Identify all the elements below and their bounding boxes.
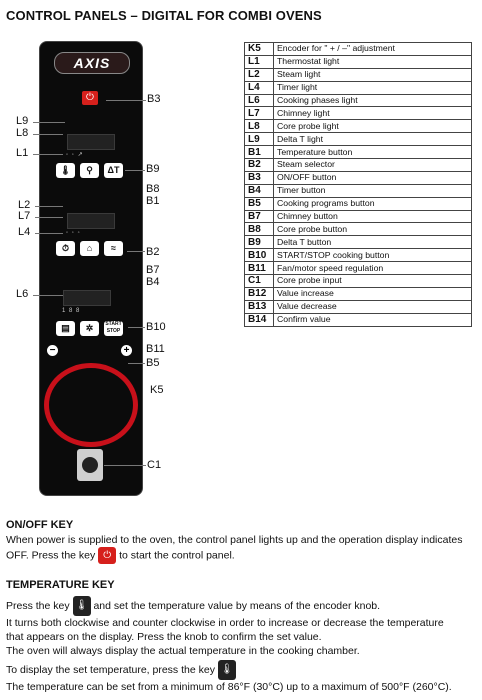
callout-b2: B2 [146, 246, 160, 258]
callout-b11: B11 [146, 343, 165, 355]
legend-table [244, 42, 472, 327]
legend-code: B10 [245, 249, 274, 262]
legend-description: Temperature button [274, 146, 472, 159]
callout-l8: L8 [16, 127, 29, 139]
legend-description: Core probe button [274, 223, 472, 236]
encoder-knob [44, 363, 138, 447]
legend-description: Confirm value [274, 313, 472, 326]
legend-code: B4 [245, 184, 274, 197]
chimney-icon: ⌂ [80, 241, 99, 256]
thermometer-key-icon: 🌡 [73, 596, 91, 616]
legend-description: Delta T button [274, 236, 472, 249]
legend-row [245, 43, 472, 56]
legend-description: Cooking programs button [274, 197, 472, 210]
page-title: CONTROL PANELS – DIGITAL FOR COMBI OVENS [6, 8, 322, 23]
legend-code: B7 [245, 210, 274, 223]
legend-description: Cooking phases light [274, 94, 472, 107]
brand-logo: AXIS [54, 52, 130, 74]
callout-b5: B5 [146, 357, 160, 369]
legend-description: Encoder for " + / –" adjustment [274, 43, 472, 56]
legend-row [245, 133, 472, 146]
legend-row [245, 249, 472, 262]
legend-description: Chimney button [274, 210, 472, 223]
legend-description: Chimney light [274, 107, 472, 120]
legend-code: B12 [245, 287, 274, 300]
legend-row [245, 159, 472, 172]
legend-code: B1 [245, 146, 274, 159]
legend-description: Fan/motor speed regulation [274, 262, 472, 275]
thermometer-key-icon-2: 🌡 [218, 660, 236, 680]
callout-l4: L4 [18, 226, 31, 238]
legend-row [245, 81, 472, 94]
legend-row [245, 68, 472, 81]
thermometer-icon: 🌡 [56, 163, 75, 178]
legend-row [245, 120, 472, 133]
indicator-lights-1: ◦ ◦ ↗ [66, 152, 84, 158]
temp-text: Press the key 🌡 and set the temperature value by means of the encoder knob. It turns both clockwise and counter clockwise in order to increase or decrease the temperature that appears on the display. Press the knob to confirm the set value. The oven will always display the actual temperature in the cooking chamber. [6, 596, 478, 658]
legend-code: B14 [245, 313, 274, 326]
callout-b4: B4 [146, 276, 160, 288]
legend-row [245, 197, 472, 210]
callout-l1: L1 [16, 147, 29, 159]
legend-row [245, 94, 472, 107]
callout-b1: B1 [146, 195, 160, 207]
minus-icon: − [47, 345, 58, 356]
legend-description: Value decrease [274, 300, 472, 313]
legend-row [245, 236, 472, 249]
timer-icon: ⏱ [56, 241, 75, 256]
callout-b10: B10 [146, 321, 166, 333]
legend-row [245, 55, 472, 68]
legend-code: L7 [245, 107, 274, 120]
legend-description: Steam selector [274, 159, 472, 172]
legend-description: Timer button [274, 184, 472, 197]
display-2 [67, 213, 115, 229]
legend-description: Core probe light [274, 120, 472, 133]
callout-l7: L7 [18, 210, 31, 222]
legend-row [245, 287, 472, 300]
display-3 [63, 290, 111, 306]
legend-row [245, 210, 472, 223]
onoff-heading: ON/OFF KEY [6, 519, 74, 531]
legend-description: Delta T light [274, 133, 472, 146]
core-probe-icon: ⚲ [80, 163, 99, 178]
programs-icon: ▤ [56, 321, 75, 336]
callout-c1: C1 [147, 459, 162, 471]
indicator-lights-2: ◦ ◦ ◦ [66, 230, 81, 236]
legend-code: C1 [245, 275, 274, 288]
legend-row [245, 223, 472, 236]
legend-code: L2 [245, 68, 274, 81]
legend-description: Steam light [274, 68, 472, 81]
legend-row [245, 275, 472, 288]
legend-description: Value increase [274, 287, 472, 300]
legend-row [245, 300, 472, 313]
legend-row [245, 107, 472, 120]
callout-b3: B3 [147, 93, 161, 105]
callout-b7: B7 [146, 264, 160, 276]
legend-code: L4 [245, 81, 274, 94]
plus-icon: + [121, 345, 132, 356]
delta-t-icon: ΔT [104, 163, 123, 178]
steam-icon: ≈ [104, 241, 123, 256]
power-icon: ⏻ [82, 91, 98, 105]
core-probe-socket [77, 449, 103, 481]
legend-code: B9 [245, 236, 274, 249]
legend-code: B8 [245, 223, 274, 236]
start-stop-icon: START STOP [105, 321, 122, 334]
legend-code: B11 [245, 262, 274, 275]
legend-description: ON/OFF button [274, 171, 472, 184]
indicator-digits: 1 8 8 [62, 308, 81, 314]
display-1 [67, 134, 115, 150]
legend-description: Thermostat light [274, 55, 472, 68]
legend-description: Timer light [274, 81, 472, 94]
legend-code: B13 [245, 300, 274, 313]
legend-row [245, 171, 472, 184]
callout-l6: L6 [16, 288, 29, 300]
legend-code: L6 [245, 94, 274, 107]
callout-l2: L2 [18, 199, 31, 211]
temp-heading: TEMPERATURE KEY [6, 579, 115, 591]
callout-b9: B9 [146, 163, 160, 175]
legend-description: Core probe input [274, 275, 472, 288]
legend-code: L1 [245, 55, 274, 68]
legend-row [245, 146, 472, 159]
legend-code: L9 [245, 133, 274, 146]
onoff-text: When power is supplied to the oven, the control panel lights up and the operation display indicates OFF. Press the key ⏻ to start the control panel. [6, 533, 478, 564]
legend-description: START/STOP cooking button [274, 249, 472, 262]
fan-icon: ✲ [80, 321, 99, 336]
legend-code: L8 [245, 120, 274, 133]
legend-row [245, 184, 472, 197]
temp-text-2: To display the set temperature, press the key 🌡 The temperature can be set from a minimum of 86°F (30°C) up to a maximum of 500°F (260°C). [6, 660, 478, 694]
callout-b8: B8 [146, 183, 160, 195]
legend-code: K5 [245, 43, 274, 56]
power-key-icon: ⏻ [98, 547, 116, 564]
legend-code: B2 [245, 159, 274, 172]
control-panel-illustration [39, 41, 143, 496]
callout-l9: L9 [16, 115, 29, 127]
legend-row [245, 262, 472, 275]
legend-code: B3 [245, 171, 274, 184]
legend-row [245, 313, 472, 326]
legend-code: B5 [245, 197, 274, 210]
callout-k5: K5 [150, 384, 164, 396]
